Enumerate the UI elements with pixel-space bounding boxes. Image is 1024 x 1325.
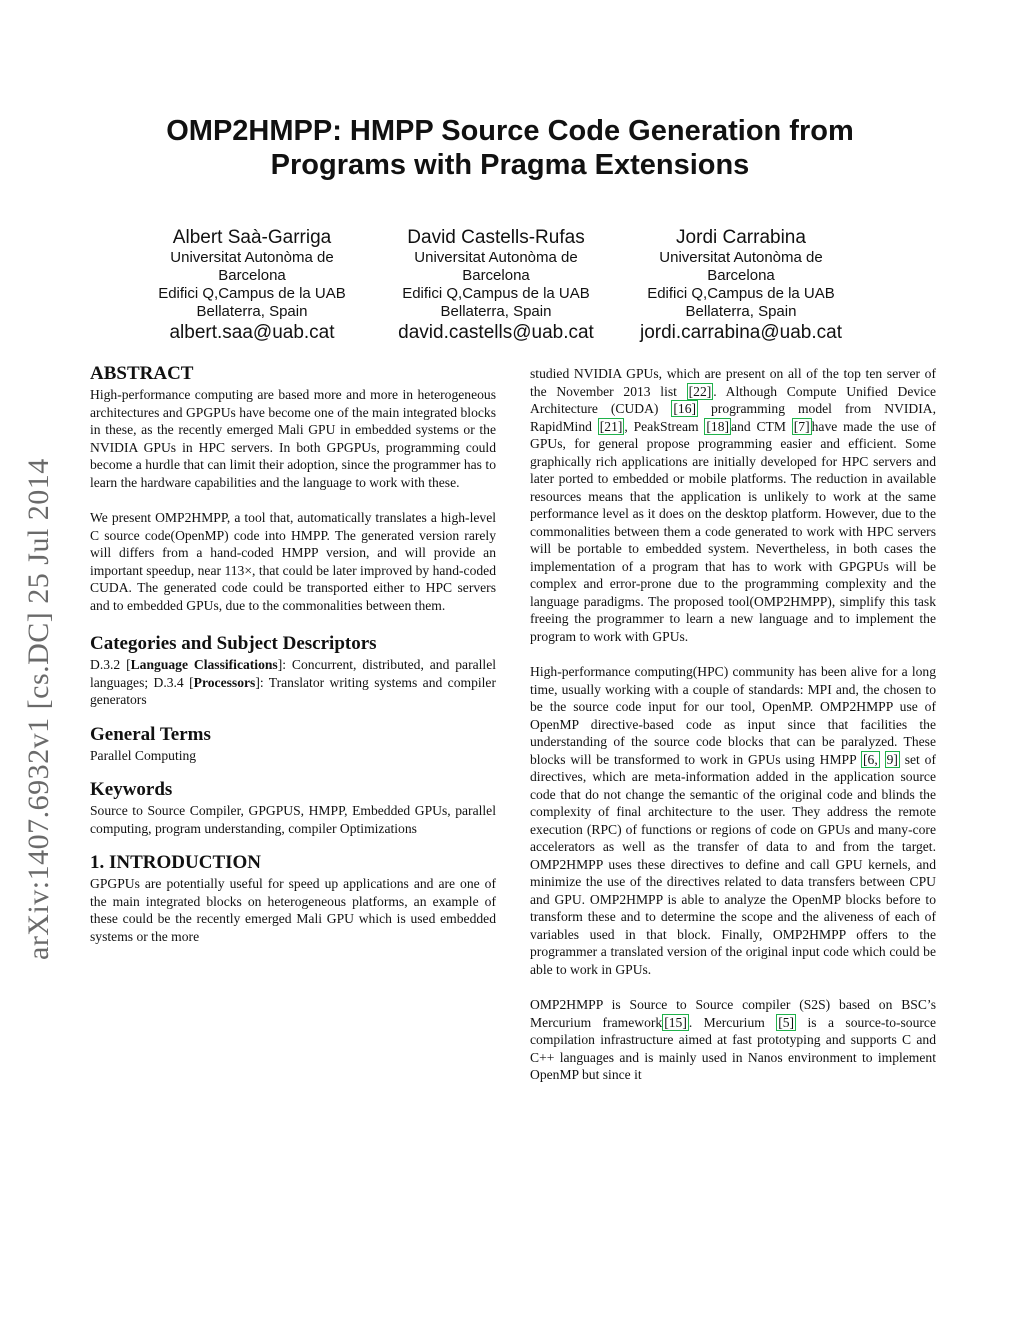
intro-paragraph-hpc <box>530 663 936 978</box>
author-block-1 <box>132 227 372 345</box>
author-address: Bellaterra, Spain <box>440 303 552 320</box>
introduction-paragraph-1: GPGPUs are potentially useful for speed up applications and are one of the main integrated blocks on heterogeneous platforms, an example of these could be the recently emerged Mali GPU which is used embedded systems or the more <box>90 876 496 944</box>
abstract-paragraph-2: We present OMP2HMPP, a tool that, automatically translates a high-level C source code(OpenMP) code into HMPP. The generated version rarely will differs from a hand-coded HMPP version, and will provide an important speedup, near 113×, that could be later improved by hand-coded CUDA. The generated code could be transported either to HPC servers and to embedded GPUs, due to the commonalities between them. <box>90 510 496 613</box>
keywords-heading: Keywords <box>90 779 173 800</box>
author-affiliation: Barcelona <box>218 267 286 284</box>
keywords-text: Source to Source Compiler, GPGPUS, HMPP, Embedded GPUs, parallel computing, program understanding, compiler Optimizations <box>90 803 496 836</box>
author-block-2 <box>376 227 616 345</box>
citation-link[interactable]: [21] <box>599 418 623 434</box>
introduction-heading: 1. INTRODUCTION <box>90 852 262 873</box>
author-address: Bellaterra, Spain <box>685 303 797 320</box>
author-address: Bellaterra, Spain <box>196 303 308 320</box>
general-terms-heading: General Terms <box>90 723 211 745</box>
categories-text-part: D.3.2 [ <box>90 657 131 672</box>
text-run: . Although Compute Unified Device Architecture (CUDA) <box>530 383 936 416</box>
author-block-3 <box>621 227 861 345</box>
text-run: is a source-to-source compilation infrastructure aimed at fast prototyping and supports C and C++ languages and is mainly used in Nanos environment to implement OpenMP but since it <box>530 1014 936 1082</box>
category-language-classifications: Language Classifications <box>130 657 278 672</box>
author-affiliation: Universitat Autonòma de <box>659 249 823 266</box>
text-run: . Mercurium <box>688 1014 777 1030</box>
author-name: David Castells-Rufas <box>407 227 585 248</box>
text-run: , PeakStream <box>624 418 705 434</box>
author-affiliation: Barcelona <box>462 267 530 284</box>
author-address: Edifici Q,Campus de la UAB <box>647 285 835 302</box>
citation-link[interactable]: [7] <box>793 418 810 434</box>
title-line-1: OMP2HMPP: HMPP Source Code Generation from <box>166 115 854 147</box>
categories-text <box>90 656 496 709</box>
categories-text-part: ]: Concurrent, distributed, and parallel languages; D.3.4 [ <box>90 657 497 690</box>
categories-heading: Categories and Subject Descriptors <box>90 633 377 654</box>
citation-link[interactable]: [22] <box>688 383 712 399</box>
text-run: High-performance computing(HPC) community has been alive for a long time, usually working with a couple of standards: MPI and, the chosen to be the source code input for our tool, OpenMP. OMP2HMPP use of OpenMP directive-based code as input since that facilities the understanding of the source code blocks that can be paralyzed. These blocks will be transformed to work in GPUs using HMPP <box>530 664 936 767</box>
citation-link[interactable]: 9] <box>886 751 898 767</box>
author-name: Albert Saà-Garriga <box>172 227 332 248</box>
abstract-heading: ABSTRACT <box>90 363 194 384</box>
author-email: jordi.carrabina@uab.cat <box>639 322 842 343</box>
text-run: OMP2HMPP is Source to Source compiler (S2S) based on BSC’s Mercurium framework <box>530 997 936 1030</box>
author-address: Edifici Q,Campus de la UAB <box>158 285 346 302</box>
citation-link[interactable]: [16] <box>673 401 697 416</box>
citation-link[interactable]: [6, <box>863 751 878 767</box>
author-affiliation: Universitat Autonòma de <box>414 249 578 266</box>
author-email: david.castells@uab.cat <box>398 322 594 343</box>
citation-link[interactable]: [18] <box>706 418 730 434</box>
arxiv-identifier: arXiv:1407.6932v1 [cs.DC] 25 Jul 2014 <box>22 458 55 960</box>
text-run: programming model from NVIDIA, RapidMind <box>530 401 936 434</box>
citation-link[interactable]: [15] <box>664 1014 687 1030</box>
general-terms-text: Parallel Computing <box>90 747 197 763</box>
text-run: and CTM <box>731 418 792 434</box>
category-processors: Processors <box>193 674 256 690</box>
author-email: albert.saa@uab.cat <box>169 322 335 343</box>
intro-paragraph-continued <box>530 365 936 645</box>
left-column <box>90 362 496 945</box>
author-address: Edifici Q,Campus de la UAB <box>402 285 590 302</box>
right-column <box>530 365 936 1084</box>
abstract-paragraph-1: High-performance computing are based more and more in heterogeneous architectures and GPGPUs have become one of the main integrated blocks in these, as the recently emerged Mali GPU in embedded systems or the NVIDIA GPUs in HPC servers. In both GPGPUs, programming could become a hurdle that can limit their adoption, since the programmer has to learn the hardware capabilities and the language to work with these. <box>90 387 496 490</box>
author-name: Jordi Carrabina <box>676 227 806 248</box>
author-affiliation: Universitat Autonòma de <box>170 249 334 266</box>
intro-paragraph-s2s <box>530 996 936 1084</box>
title-line-2: Programs with Pragma Extensions <box>270 149 750 181</box>
text-run: set of directives, which are meta-information added in the application source code that do not change the semantic of the original code and blinds the complexity of final architecture to the user. They address the remote execution (RPC) of functions or regions of code on GPUs and many-core accelerators as well as the transfer of data to and from the target. OMP2HMPP uses these directives to define and call GPU kernels, and minimize the use of the directives related to data transfers between CPU and GPU. OMP2HMPP is able to analyze the OpenMP blocks before to transform these and to determine the scope and the aliveness of each of variables used in that block. Finally, OMP2HMPP offers to the programmer a translated version of the original input code which could be able to work in GPUs. <box>530 751 936 977</box>
text-run: have made the use of GPUs, for general propose programming easier and efficient. Some graphically rich applications are initially developed for HPC servers and later ported to embedded or mobile platforms. The reduction in available resources means that the application is unlikely to work at the same performance level as it does on the desktop platform. However, due to the commonalities between them a code generated to work with HPC servers will be portable to embedded system. Nevertheless, in both cases the implementation of a program that has to work with GPGPUs will be complex and error-prone due to the programming complexity and the language paradigms. The proposed tool(OMP2HMPP), simplify this task freeing the programmer to learn a new language and to implement the program to work with GPUs. <box>530 418 937 644</box>
citation-link[interactable]: [5] <box>778 1014 795 1030</box>
categories-text-part: ]: Translator writing systems and compiler generators <box>90 674 496 707</box>
text-run: studied NVIDIA GPUs, which are present on all of the top ten server of the November 2013 list <box>530 366 936 399</box>
author-affiliation: Barcelona <box>707 267 775 284</box>
paper-title <box>120 114 900 182</box>
